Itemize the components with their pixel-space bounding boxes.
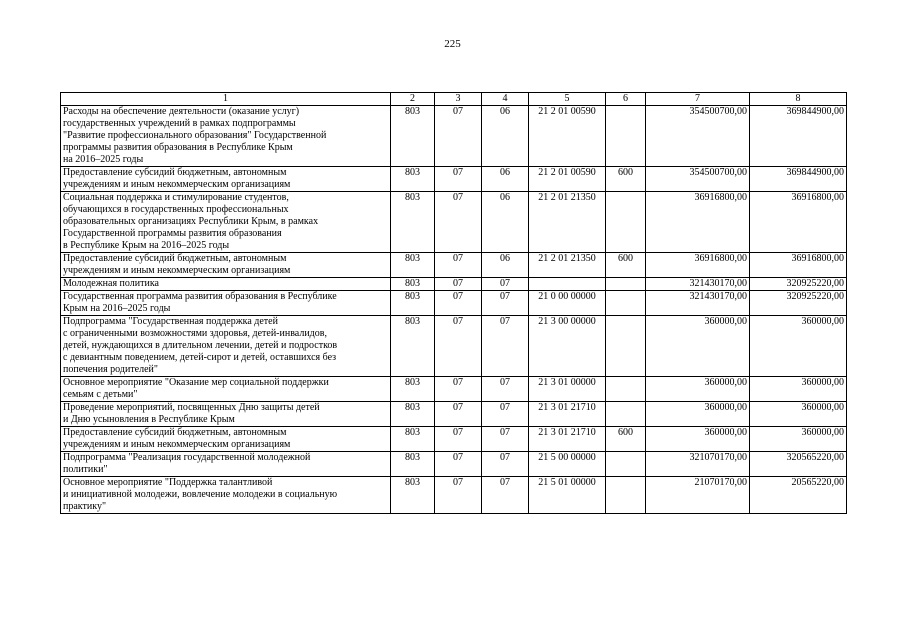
row-name-cell: Государственная программа развития образования в Республике Крым на 2016–2025 годы	[61, 291, 391, 316]
column-header: 6	[606, 93, 646, 106]
column-header: 8	[750, 93, 847, 106]
row-name-cell: Подпрограмма "Реализация государственной молодежной политики"	[61, 452, 391, 477]
amount-cell: 360000,00	[750, 402, 847, 427]
column-header: 5	[529, 93, 606, 106]
target-article-cell: 21 3 01 00000	[529, 377, 606, 402]
amount-cell: 36916800,00	[750, 253, 847, 278]
row-name-cell: Предоставление субсидий бюджетным, автономным учреждениям и иным некоммерческим организациям	[61, 253, 391, 278]
table-row	[61, 452, 847, 477]
section-code-cell: 07	[435, 291, 482, 316]
row-name-cell: Предоставление субсидий бюджетным, автономным учреждениям и иным некоммерческим организациям	[61, 167, 391, 192]
ministry-code-cell: 803	[391, 316, 435, 377]
table-row	[61, 192, 847, 253]
subsection-code-cell: 07	[482, 377, 529, 402]
row-name-cell: Основное мероприятие "Оказание мер социальной поддержки семьям с детьми"	[61, 377, 391, 402]
ministry-code-cell: 803	[391, 477, 435, 514]
section-code-cell: 07	[435, 192, 482, 253]
section-code-cell: 07	[435, 402, 482, 427]
section-code-cell: 07	[435, 278, 482, 291]
section-code-cell: 07	[435, 253, 482, 278]
target-article-cell: 21 2 01 00590	[529, 167, 606, 192]
row-name-cell: Расходы на обеспечение деятельности (оказание услуг) государственных учреждений в рамках подпрограммы "Развитие профессионального образования" Государственной программы развития образования в Республике Крым на 2016–2025 годы	[61, 106, 391, 167]
target-article-cell: 21 0 00 00000	[529, 291, 606, 316]
table-row	[61, 402, 847, 427]
ministry-code-cell: 803	[391, 377, 435, 402]
row-name-cell: Предоставление субсидий бюджетным, автономным учреждениям и иным некоммерческим организациям	[61, 427, 391, 452]
target-article-cell: 21 3 01 21710	[529, 427, 606, 452]
row-name-cell: Подпрограмма "Государственная поддержка детей с ограниченными возможностями здоровья, детей-инвалидов, детей, нуждающихся в длительном лечении, детей и подростков с девиантным поведением, детей-сирот и детей, оставшихся без попечения родителей"	[61, 316, 391, 377]
expense-type-cell	[606, 477, 646, 514]
target-article-cell: 21 2 01 21350	[529, 192, 606, 253]
subsection-code-cell: 07	[482, 291, 529, 316]
expense-type-cell: 600	[606, 427, 646, 452]
amount-cell: 369844900,00	[750, 106, 847, 167]
table-row	[61, 106, 847, 167]
ministry-code-cell: 803	[391, 427, 435, 452]
amount-cell: 360000,00	[750, 377, 847, 402]
amount-cell: 354500700,00	[646, 167, 750, 192]
amount-cell: 321430170,00	[646, 291, 750, 316]
amount-cell: 20565220,00	[750, 477, 847, 514]
target-article-cell: 21 3 00 00000	[529, 316, 606, 377]
expense-type-cell	[606, 377, 646, 402]
amount-cell: 36916800,00	[750, 192, 847, 253]
subsection-code-cell: 06	[482, 192, 529, 253]
amount-cell: 320565220,00	[750, 452, 847, 477]
expense-type-cell	[606, 278, 646, 291]
ministry-code-cell: 803	[391, 291, 435, 316]
row-name-cell: Проведение мероприятий, посвященных Дню защиты детей и Дню усыновления в Республике Крым	[61, 402, 391, 427]
column-header: 3	[435, 93, 482, 106]
section-code-cell: 07	[435, 167, 482, 192]
table-row	[61, 278, 847, 291]
table-row	[61, 477, 847, 514]
amount-cell: 321430170,00	[646, 278, 750, 291]
ministry-code-cell: 803	[391, 402, 435, 427]
subsection-code-cell: 06	[482, 167, 529, 192]
amount-cell: 360000,00	[646, 377, 750, 402]
target-article-cell: 21 2 01 00590	[529, 106, 606, 167]
subsection-code-cell: 06	[482, 106, 529, 167]
expense-type-cell: 600	[606, 167, 646, 192]
amount-cell: 354500700,00	[646, 106, 750, 167]
table-row	[61, 167, 847, 192]
expense-type-cell	[606, 316, 646, 377]
amount-cell: 36916800,00	[646, 253, 750, 278]
column-header: 1	[61, 93, 391, 106]
section-code-cell: 07	[435, 427, 482, 452]
ministry-code-cell: 803	[391, 192, 435, 253]
row-name-cell: Молодежная политика	[61, 278, 391, 291]
subsection-code-cell: 07	[482, 278, 529, 291]
expense-type-cell	[606, 106, 646, 167]
section-code-cell: 07	[435, 106, 482, 167]
target-article-cell: 21 5 00 00000	[529, 452, 606, 477]
table-row	[61, 316, 847, 377]
ministry-code-cell: 803	[391, 253, 435, 278]
ministry-code-cell: 803	[391, 167, 435, 192]
section-code-cell: 07	[435, 477, 482, 514]
column-header: 2	[391, 93, 435, 106]
amount-cell: 320925220,00	[750, 278, 847, 291]
expense-type-cell	[606, 452, 646, 477]
table-body	[61, 106, 847, 514]
subsection-code-cell: 07	[482, 477, 529, 514]
row-name-cell: Социальная поддержка и стимулирование студентов, обучающихся в государственных профессиональных образовательных организациях Республики Крым, в рамках Государственной программы развития образования в Республике Крым на 2016–2025 годы	[61, 192, 391, 253]
subsection-code-cell: 07	[482, 316, 529, 377]
amount-cell: 360000,00	[750, 427, 847, 452]
expense-type-cell: 600	[606, 253, 646, 278]
row-name-cell: Основное мероприятие "Поддержка талантливой и инициативной молодежи, вовлечение молодежи в социальную практику"	[61, 477, 391, 514]
table-row	[61, 377, 847, 402]
subsection-code-cell: 07	[482, 402, 529, 427]
amount-cell: 360000,00	[646, 316, 750, 377]
column-header: 7	[646, 93, 750, 106]
budget-table	[60, 92, 847, 514]
ministry-code-cell: 803	[391, 278, 435, 291]
amount-cell: 360000,00	[646, 427, 750, 452]
ministry-code-cell: 803	[391, 452, 435, 477]
table-header-row	[61, 93, 847, 106]
table-row	[61, 291, 847, 316]
expense-type-cell	[606, 192, 646, 253]
ministry-code-cell: 803	[391, 106, 435, 167]
section-code-cell: 07	[435, 377, 482, 402]
amount-cell: 321070170,00	[646, 452, 750, 477]
expense-type-cell	[606, 291, 646, 316]
target-article-cell: 21 3 01 21710	[529, 402, 606, 427]
amount-cell: 360000,00	[646, 402, 750, 427]
target-article-cell: 21 5 01 00000	[529, 477, 606, 514]
subsection-code-cell: 07	[482, 452, 529, 477]
amount-cell: 21070170,00	[646, 477, 750, 514]
amount-cell: 320925220,00	[750, 291, 847, 316]
expense-type-cell	[606, 402, 646, 427]
column-header: 4	[482, 93, 529, 106]
page-number: 225	[444, 38, 461, 50]
amount-cell: 369844900,00	[750, 167, 847, 192]
target-article-cell: 21 2 01 21350	[529, 253, 606, 278]
subsection-code-cell: 06	[482, 253, 529, 278]
section-code-cell: 07	[435, 316, 482, 377]
table-row	[61, 427, 847, 452]
subsection-code-cell: 07	[482, 427, 529, 452]
amount-cell: 360000,00	[750, 316, 847, 377]
amount-cell: 36916800,00	[646, 192, 750, 253]
table-row	[61, 253, 847, 278]
section-code-cell: 07	[435, 452, 482, 477]
target-article-cell	[529, 278, 606, 291]
